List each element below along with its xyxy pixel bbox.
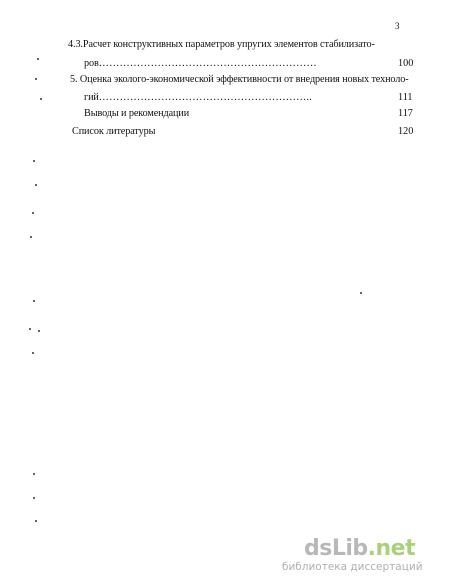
scan-speck — [360, 292, 362, 294]
toc-entry-5-page: 111 — [398, 92, 413, 103]
scan-speck — [30, 236, 32, 238]
scan-speck — [33, 160, 35, 162]
toc-entry-references-page: 120 — [398, 126, 414, 137]
toc-entry-4-3-continuation — [84, 58, 317, 70]
scan-speck — [40, 98, 42, 100]
scan-speck — [33, 473, 35, 475]
toc-entry-5-title: 5. Оценка эколого-экономической эффективности от внедрения новых техноло- — [70, 74, 409, 85]
scan-speck — [35, 78, 37, 80]
scan-speck — [37, 58, 39, 60]
toc-entry-4-3-title: 4.3.Расчет конструктивных параметров упругих элементов стабилизато- — [68, 39, 375, 50]
scan-speck — [35, 520, 37, 522]
scan-speck — [33, 300, 35, 302]
toc-entry-5-continuation — [84, 92, 312, 104]
scan-speck — [32, 352, 34, 354]
watermark-subtitle: библиотека диссертаций — [282, 561, 423, 573]
watermark-logo — [304, 537, 415, 561]
scan-speck — [29, 328, 31, 330]
scan-speck — [32, 212, 34, 214]
toc-entry-4-3-page: 100 — [398, 58, 414, 69]
toc-entry-references: Список литературы — [72, 126, 156, 137]
toc-entry-conclusions-page: 117 — [398, 108, 413, 119]
watermark-logo-left: dsLib — [304, 536, 368, 561]
toc-leader-dots: ……………………………………………………… — [98, 58, 317, 69]
toc-entry-conclusions: Выводы и рекомендации — [84, 108, 190, 119]
scan-speck — [33, 497, 35, 499]
toc-entry-4-3-text: ров — [84, 58, 99, 69]
toc-entry-5-text: гий — [84, 92, 99, 103]
scan-speck — [38, 330, 40, 332]
watermark-logo-right: .net — [367, 536, 416, 561]
page-number: 3 — [395, 21, 400, 31]
scan-speck — [35, 184, 37, 186]
toc-leader-dots: …………………………………………………….. — [98, 92, 313, 103]
dslib-watermark — [282, 537, 442, 577]
